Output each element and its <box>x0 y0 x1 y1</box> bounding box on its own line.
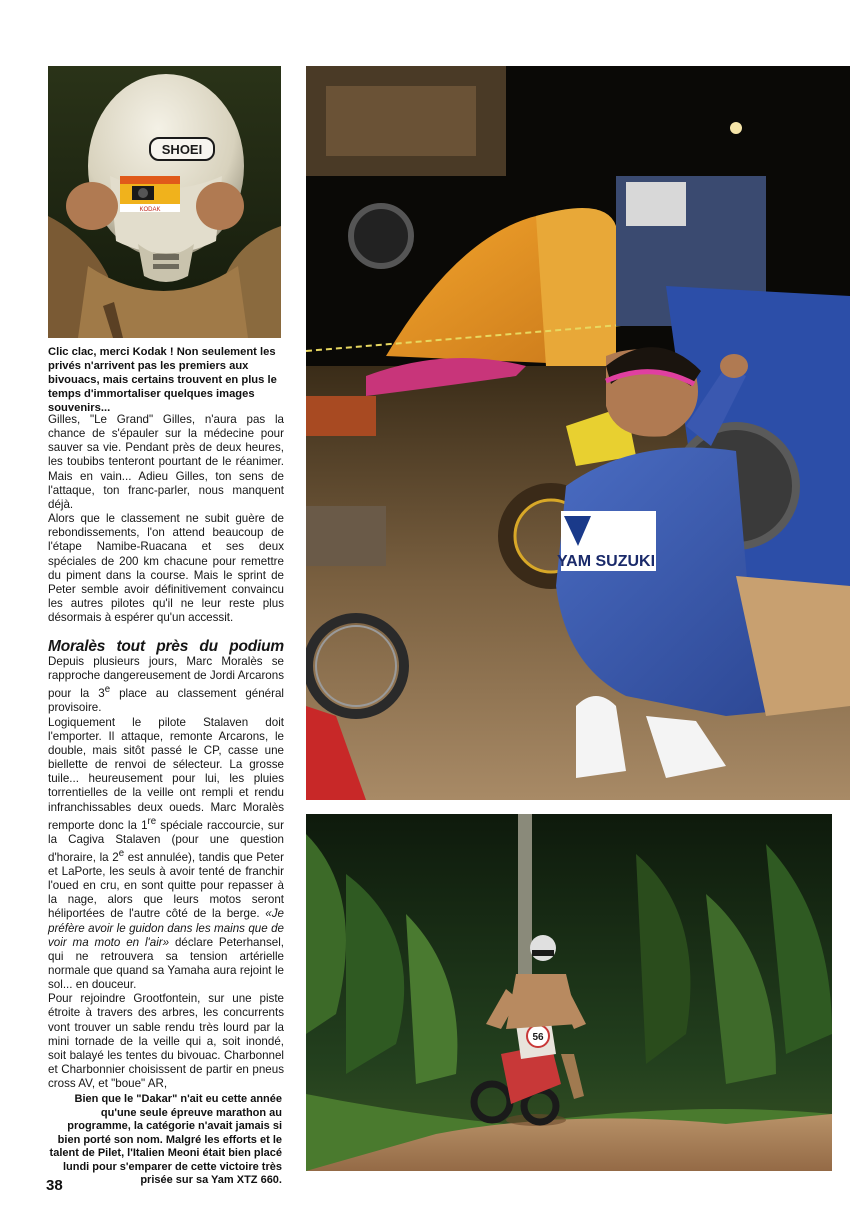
photo-rider-with-camera <box>48 66 281 338</box>
photo-bivouac-mechanic <box>306 66 850 800</box>
bivouac-illustration <box>306 66 850 800</box>
article-paragraph <box>48 716 284 993</box>
ordinal-superscript: e <box>118 847 125 859</box>
race-number-text: 56 <box>532 1032 544 1043</box>
article-paragraph: Gilles, "Le Grand" Gilles, n'aura pas la chance de s'épauler sur la médecine pour sauver sa vie. Pendant près de deux heures, les toubibs tenteront pourtant de le réanimer. Mais en vain... Adieu Gilles, ton sens de l'attaque, ton franc-parler, nous manquent déjà. <box>48 413 284 511</box>
article-text-block-2 <box>48 640 284 1091</box>
article-paragraph <box>48 640 284 716</box>
section-subheading: Moralès tout près du podium <box>48 638 284 655</box>
article-text-span: place au classement général provisoire. <box>48 687 284 715</box>
article-text-block-1 <box>48 413 284 625</box>
page-number: 38 <box>46 1177 63 1194</box>
rider-camera-illustration <box>48 66 281 338</box>
article-text-span: spéciale raccourcie, sur la Cagiva Stalaven (pour une question d'horaire, la 2 <box>48 818 284 864</box>
photo-caption-top: Clic clac, merci Kodak ! Non seulement les privés n'arrivent pas les premiers aux bivouacs, mais certains trouvent en plus le temps d'immortaliser quelques images souvenirs... <box>48 346 277 414</box>
article-paragraph: Alors que le classement ne subit guère de rebondissements, l'on attend beaucoup de l'étape Namibe-Ruacana et ses deux spéciales de 200 km chacune pour remettre du piment dans la course. Mais le sprint de Peter semble avoir définitivement convaincu les autres pilotes qu'il ne leur reste plus désormais à espérer qu'un accessit. <box>48 512 284 625</box>
jacket-text: YAM SUZUKI <box>556 553 656 570</box>
article-text-span: Logiquement le pilote Stalaven doit l'emporter. Il attaque, remonte Arcarons, le double, mais sitôt passé le CP, casse une biellette de renvoi de sélecteur. La grosse tuile... heureusement pour lui, les pluies torrentielles de la veille ont rempli et rendu infranchissables deux oueds. Marc Moralès remporte donc la 1 <box>48 715 284 832</box>
article-text-span: déclare Peterhansel, qui ne retrouvera sa tension artérielle normale que quand sa Yamaha aura rejoint le sol... en douceur. <box>48 935 284 992</box>
jungle-illustration <box>306 814 832 1171</box>
ordinal-superscript: e <box>104 684 111 696</box>
rider-quote: «Je préfère avoir le guidon dans les mains que de voir ma moto en l'air» <box>48 907 284 949</box>
photo-caption-bottom: Bien que le "Dakar" n'ait eu cette année qu'une seule épreuve marathon au programme, la catégorie n'avait jamais si bien porté son nom. Malgré les efforts et le talent de Pilet, l'Italien Meoni était bien placé lundi pour s'emparer de cette victoire très prisée sur sa Yam XTZ 660. <box>49 1093 282 1186</box>
article-text-span: est annulée), tandis que Peter et LaPorte, les seuls à avoir tenté de franchir l'oued en cru, en sont quitte pour repasser à la nage, alors que leurs motos seront héliportées de l'autre côté de la berge. <box>48 850 284 921</box>
article-paragraph: Pour rejoindre Grootfontein, sur une piste étroite à travers des arbres, les concurrents vont trouver un sable rendu très lourd par la mini tornade de la veille qui a, soit inondé, soit balayé les tentes du bivouac. Charbonnel et Charbonnier choisissent de partir en pneus cross AV, et "boue" AR, <box>48 992 284 1091</box>
article-text-span: Depuis plusieurs jours, Marc Moralès se rapproche dangereusement de Jordi Arcarons pour la 3 <box>48 655 284 701</box>
camera-label-text: KODAK <box>139 207 161 213</box>
photo-rider-jungle <box>306 814 832 1171</box>
helmet-brand-text: SHOEI <box>161 142 203 157</box>
ordinal-superscript: re <box>147 815 157 827</box>
